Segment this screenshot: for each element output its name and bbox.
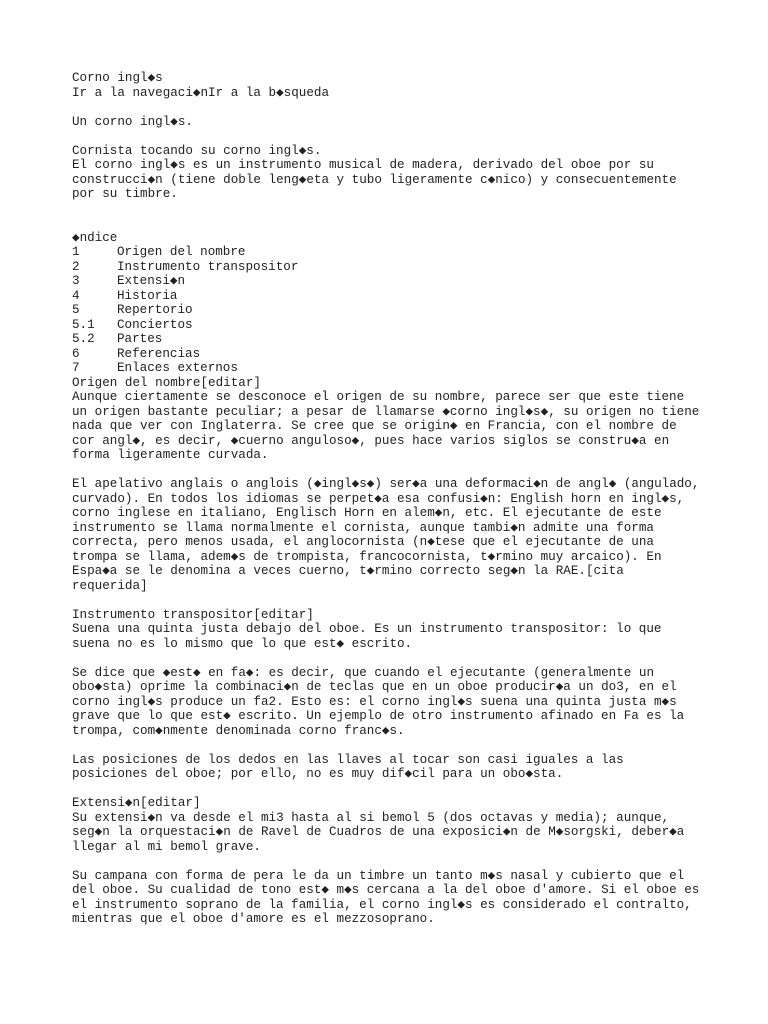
toc-item-number: 5.2 xyxy=(72,332,95,346)
blank-line xyxy=(72,129,732,144)
text-line: llegar al mi bemol grave. xyxy=(72,839,261,854)
blank-line xyxy=(72,593,732,608)
toc-item-label: Historia xyxy=(117,288,178,303)
text-line: trompa se llama, adem◆s de trompista, francocornista, t◆rmino muy arcaico). En xyxy=(72,549,662,564)
text-line: nada que ver con Inglaterra. Se cree que se origin◆ en Francia, con el nombre de xyxy=(72,419,677,433)
text-line: suena no es lo mismo que lo que est◆ escrito. xyxy=(72,636,413,651)
text-line: curvado). En todos los idiomas se perpet◆a esa confusi◆n: English horn en ingl◆s, xyxy=(72,491,685,506)
text-line: por su timbre. xyxy=(72,187,178,201)
toc-item[interactable] xyxy=(72,318,732,333)
text-line: correcta, pero menos usada, el anglocornista (n◆tese que el ejecutante de una xyxy=(72,535,654,549)
toc-item-number: 5.1 xyxy=(72,317,95,332)
toc-item[interactable] xyxy=(72,347,732,362)
toc-item-number: 7 xyxy=(72,361,80,375)
blank-line xyxy=(72,651,732,666)
toc-item[interactable] xyxy=(72,289,732,304)
text-line: Se dice que ◆est◆ en fa◆: es decir, que cuando el ejecutante (generalmente un xyxy=(72,665,654,680)
blank-line xyxy=(72,100,732,115)
extension-paragraph-2 xyxy=(72,869,732,927)
table-of-contents xyxy=(72,231,732,376)
text-line: mientras que el oboe d'amore es el mezzosoprano. xyxy=(72,912,435,926)
origen-paragraph-2 xyxy=(72,477,732,593)
toc-item-label: Extensi◆n xyxy=(117,274,186,288)
transpositor-paragraph-1 xyxy=(72,622,732,651)
toc-item-label: Repertorio xyxy=(117,303,193,317)
text-line: grave que lo que est◆ escrito. Un ejemplo de otro instrumento afinado en Fa es la xyxy=(72,709,685,723)
text-line: cor angl◆, es decir, ◆cuerno anguloso◆, pues hace varios siglos se constru◆a en xyxy=(72,433,670,448)
text-line: El apelativo anglais o anglois (◆ingl◆s◆) ser◆a una deformaci◆n de angl◆ (angulado, xyxy=(72,477,700,491)
intro-paragraph xyxy=(72,158,732,202)
toc-item-number: 4 xyxy=(72,288,80,303)
blank-line xyxy=(72,782,732,797)
text-line: Las posiciones de los dedos en las llaves al tocar son casi iguales a las xyxy=(72,752,624,767)
text-line: corno inglese en italiano, Englisch Horn en alem◆n, etc. El ejecutante de este xyxy=(72,506,662,520)
text-line: el instrumento soprano de la familia, el corno ingl◆s es considerado el contralto, xyxy=(72,897,692,912)
section-heading-extension[interactable]: Extensi◆n[editar] xyxy=(72,796,201,810)
toc-heading: ◆ndice xyxy=(72,230,118,245)
blank-line xyxy=(72,202,732,217)
text-line: forma ligeramente curvada. xyxy=(72,448,269,462)
text-line: El corno ingl◆s es un instrumento musical de madera, derivado del oboe por su xyxy=(72,158,654,172)
blank-line xyxy=(72,738,732,753)
text-line: un origen bastante peculiar; a pesar de llamarse ◆corno ingl◆s◆, su origen no tiene xyxy=(72,404,700,419)
toc-item-number: 3 xyxy=(72,274,80,288)
toc-item[interactable] xyxy=(72,332,732,347)
blank-line xyxy=(72,463,732,478)
blank-line xyxy=(72,854,732,869)
toc-item-label: Instrumento transpositor xyxy=(117,259,299,274)
toc-item-number: 5 xyxy=(72,303,80,317)
toc-item-label: Partes xyxy=(117,332,163,346)
document-body xyxy=(72,71,732,927)
toc-item-label: Enlaces externos xyxy=(117,361,238,375)
text-line: posiciones del oboe; por ello, no es muy dif◆cil para un obo◆sta. xyxy=(72,767,564,781)
toc-item-number: 1 xyxy=(72,245,80,259)
origen-paragraph-1 xyxy=(72,390,732,463)
text-line: Espa◆a se le denomina a veces cuerno, t◆rmino correcto seg◆n la RAE.[cita xyxy=(72,564,624,578)
toc-item[interactable] xyxy=(72,245,732,260)
nav-links-line[interactable]: Ir a la navegaci◆nIr a la b◆squeda xyxy=(72,85,330,100)
section-heading-transpositor[interactable]: Instrumento transpositor[editar] xyxy=(72,607,314,622)
text-line: construcci◆n (tiene doble leng◆eta y tubo ligeramente c◆nico) y consecuentemente xyxy=(72,172,677,187)
text-line: del oboe. Su cualidad de tono est◆ m◆s cercana a la del oboe d'amore. Si el oboe es xyxy=(72,883,700,897)
section-heading-origen[interactable]: Origen del nombre[editar] xyxy=(72,375,261,390)
toc-item-number: 2 xyxy=(72,259,80,274)
text-line: Su campana con forma de pera le da un timbre un tanto m◆s nasal y cubierto que el xyxy=(72,868,685,883)
blank-line xyxy=(72,216,732,231)
text-line: corno ingl◆s produce un fa2. Esto es: el corno ingl◆s suena una quinta justa m◆s xyxy=(72,694,677,709)
image-caption: Un corno ingl◆s. xyxy=(72,114,193,129)
text-line: instrumento se llama normalmente el cornista, aunque tambi◆n admite una forma xyxy=(72,520,654,535)
text-line: Aunque ciertamente se desconoce el origen de su nombre, parece ser que este tiene xyxy=(72,390,685,404)
text-line: trompa, com◆nmente denominada corno franc◆s. xyxy=(72,723,405,738)
text-line: obo◆sta) oprime la combinaci◆n de teclas que en un oboe producir◆a un do3, en el xyxy=(72,680,677,694)
toc-item[interactable] xyxy=(72,274,732,289)
toc-item-number: 6 xyxy=(72,346,80,361)
toc-item-label: Referencias xyxy=(117,346,201,361)
transpositor-paragraph-3 xyxy=(72,753,732,782)
text-line: requerida] xyxy=(72,578,148,593)
toc-item[interactable] xyxy=(72,361,732,376)
extension-paragraph-1 xyxy=(72,811,732,855)
page-title: Corno ingl◆s xyxy=(72,71,163,85)
toc-item[interactable] xyxy=(72,260,732,275)
toc-item-label: Conciertos xyxy=(117,317,193,332)
transpositor-paragraph-2 xyxy=(72,666,732,739)
text-line: Su extensi◆n va desde el mi3 hasta al si bemol 5 (dos octavas y media); aunque, xyxy=(72,810,670,825)
text-line: seg◆n la orquestaci◆n de Ravel de Cuadros de una exposici◆n de M◆sorgski, deber◆a xyxy=(72,825,685,839)
toc-item[interactable] xyxy=(72,303,732,318)
toc-item-label: Origen del nombre xyxy=(117,245,246,259)
text-line: Suena una quinta justa debajo del oboe. Es un instrumento transpositor: lo que xyxy=(72,622,662,636)
image-caption: Cornista tocando su corno ingl◆s. xyxy=(72,143,322,158)
